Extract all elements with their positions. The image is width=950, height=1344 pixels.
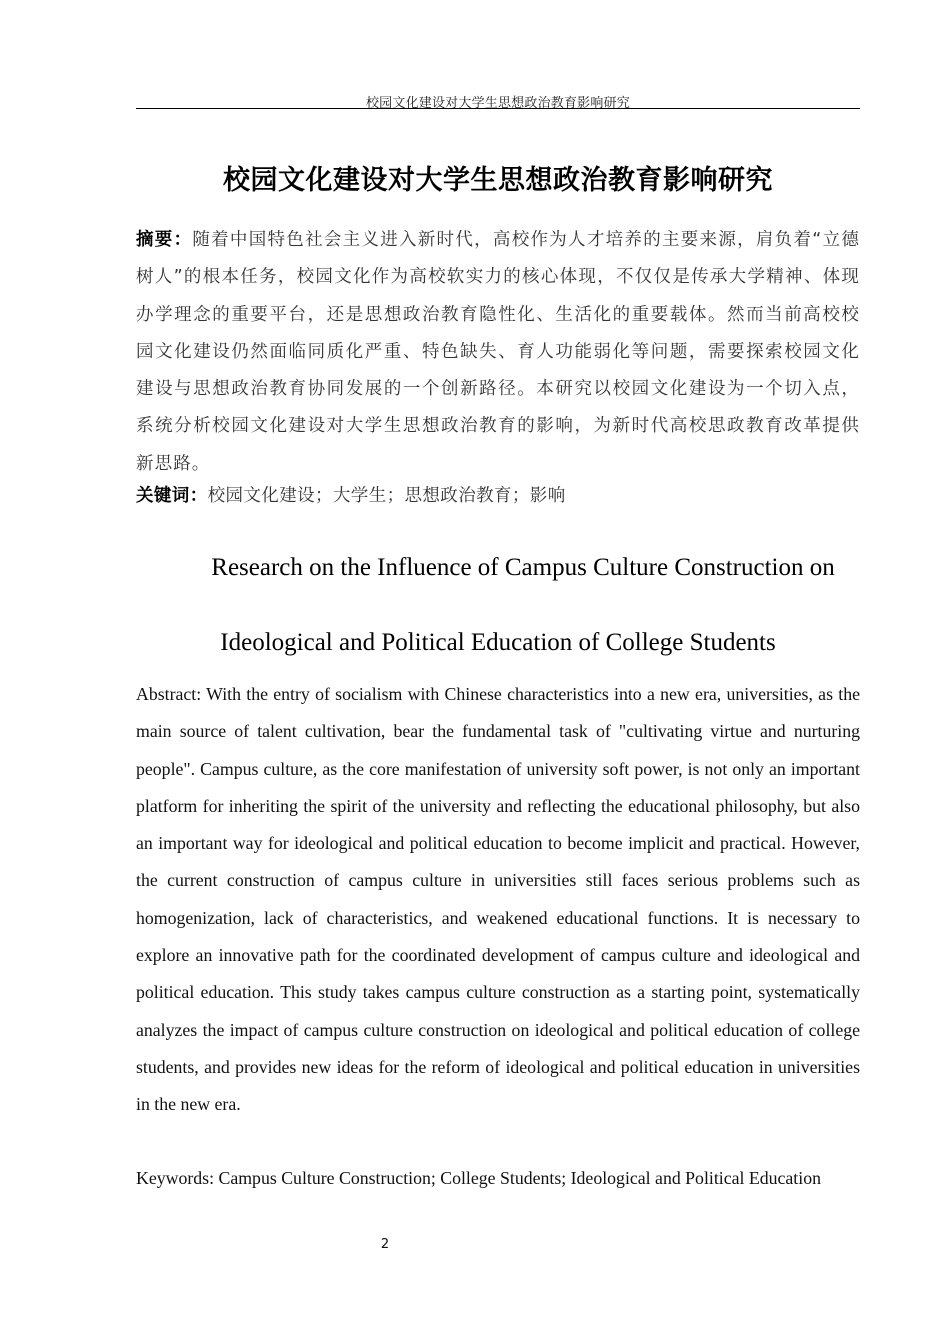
english-title: [136, 548, 860, 663]
chinese-keywords-label: 关键词：: [136, 486, 208, 506]
page-number: 2: [380, 1237, 390, 1252]
running-header: 校园文化建设对大学生思想政治教育影响研究: [365, 96, 630, 111]
english-title-line-2: Ideological and Political Education of College Students: [220, 629, 776, 656]
chinese-keywords-text: 校园文化建设；大学生；思想政治教育；影响: [207, 486, 566, 506]
english-title-line-1: Research on the Influence of Campus Culture Construction on: [211, 554, 835, 581]
english-abstract: Abstract: With the entry of socialism with Chinese characteristics into a new era, universities, as the main source of talent cultivation, bear the fundamental task of "cultivating virtue and nurturing people". Campus culture, as the core manifestation of university soft power, is not only an important platform for inheriting the spirit of the university and reflecting the educational philosophy, but also an important way for ideological and political education to become implicit and practical. However, the current construction of campus culture in universities still faces serious problems such as homogenization, lack of characteristics, and weakened educational functions. It is necessary to explore an innovative path for the coordinated development of campus culture and ideological and political education. This study takes campus culture construction as a starting point, systematically analyzes the impact of campus culture construction on ideological and political education of college students, and provides new ideas for the reform of ideological and political education in universities in the new era.: [136, 684, 860, 1115]
header-rule: [136, 108, 860, 109]
english-keywords: Keywords: Campus Culture Construction; College Students; Ideological and Political Education: [136, 1168, 821, 1188]
chinese-keywords: [136, 478, 860, 515]
chinese-abstract-text: 随着中国特色社会主义进入新时代，高校作为人才培养的主要来源，肩负着“立德树人”的根本任务，校园文化作为高校软实力的核心体现，不仅仅是传承大学精神、体现办学理念的重要平台，还是思想政治教育隐性化、生活化的重要载体。然而当前高校校园文化建设仍然面临同质化严重、特色缺失、育人功能弱化等问题，需要探索校园文化建设与思想政治教育协同发展的一个创新路径。本研究以校园文化建设为一个切入点，系统分析校园文化建设对大学生思想政治教育的影响，为新时代高校思政教育改革提供新思路。: [136, 230, 860, 474]
chinese-abstract: [136, 222, 860, 483]
chinese-title: 校园文化建设对大学生思想政治教育影响研究: [223, 165, 773, 196]
chinese-abstract-label: 摘要：: [136, 230, 193, 250]
